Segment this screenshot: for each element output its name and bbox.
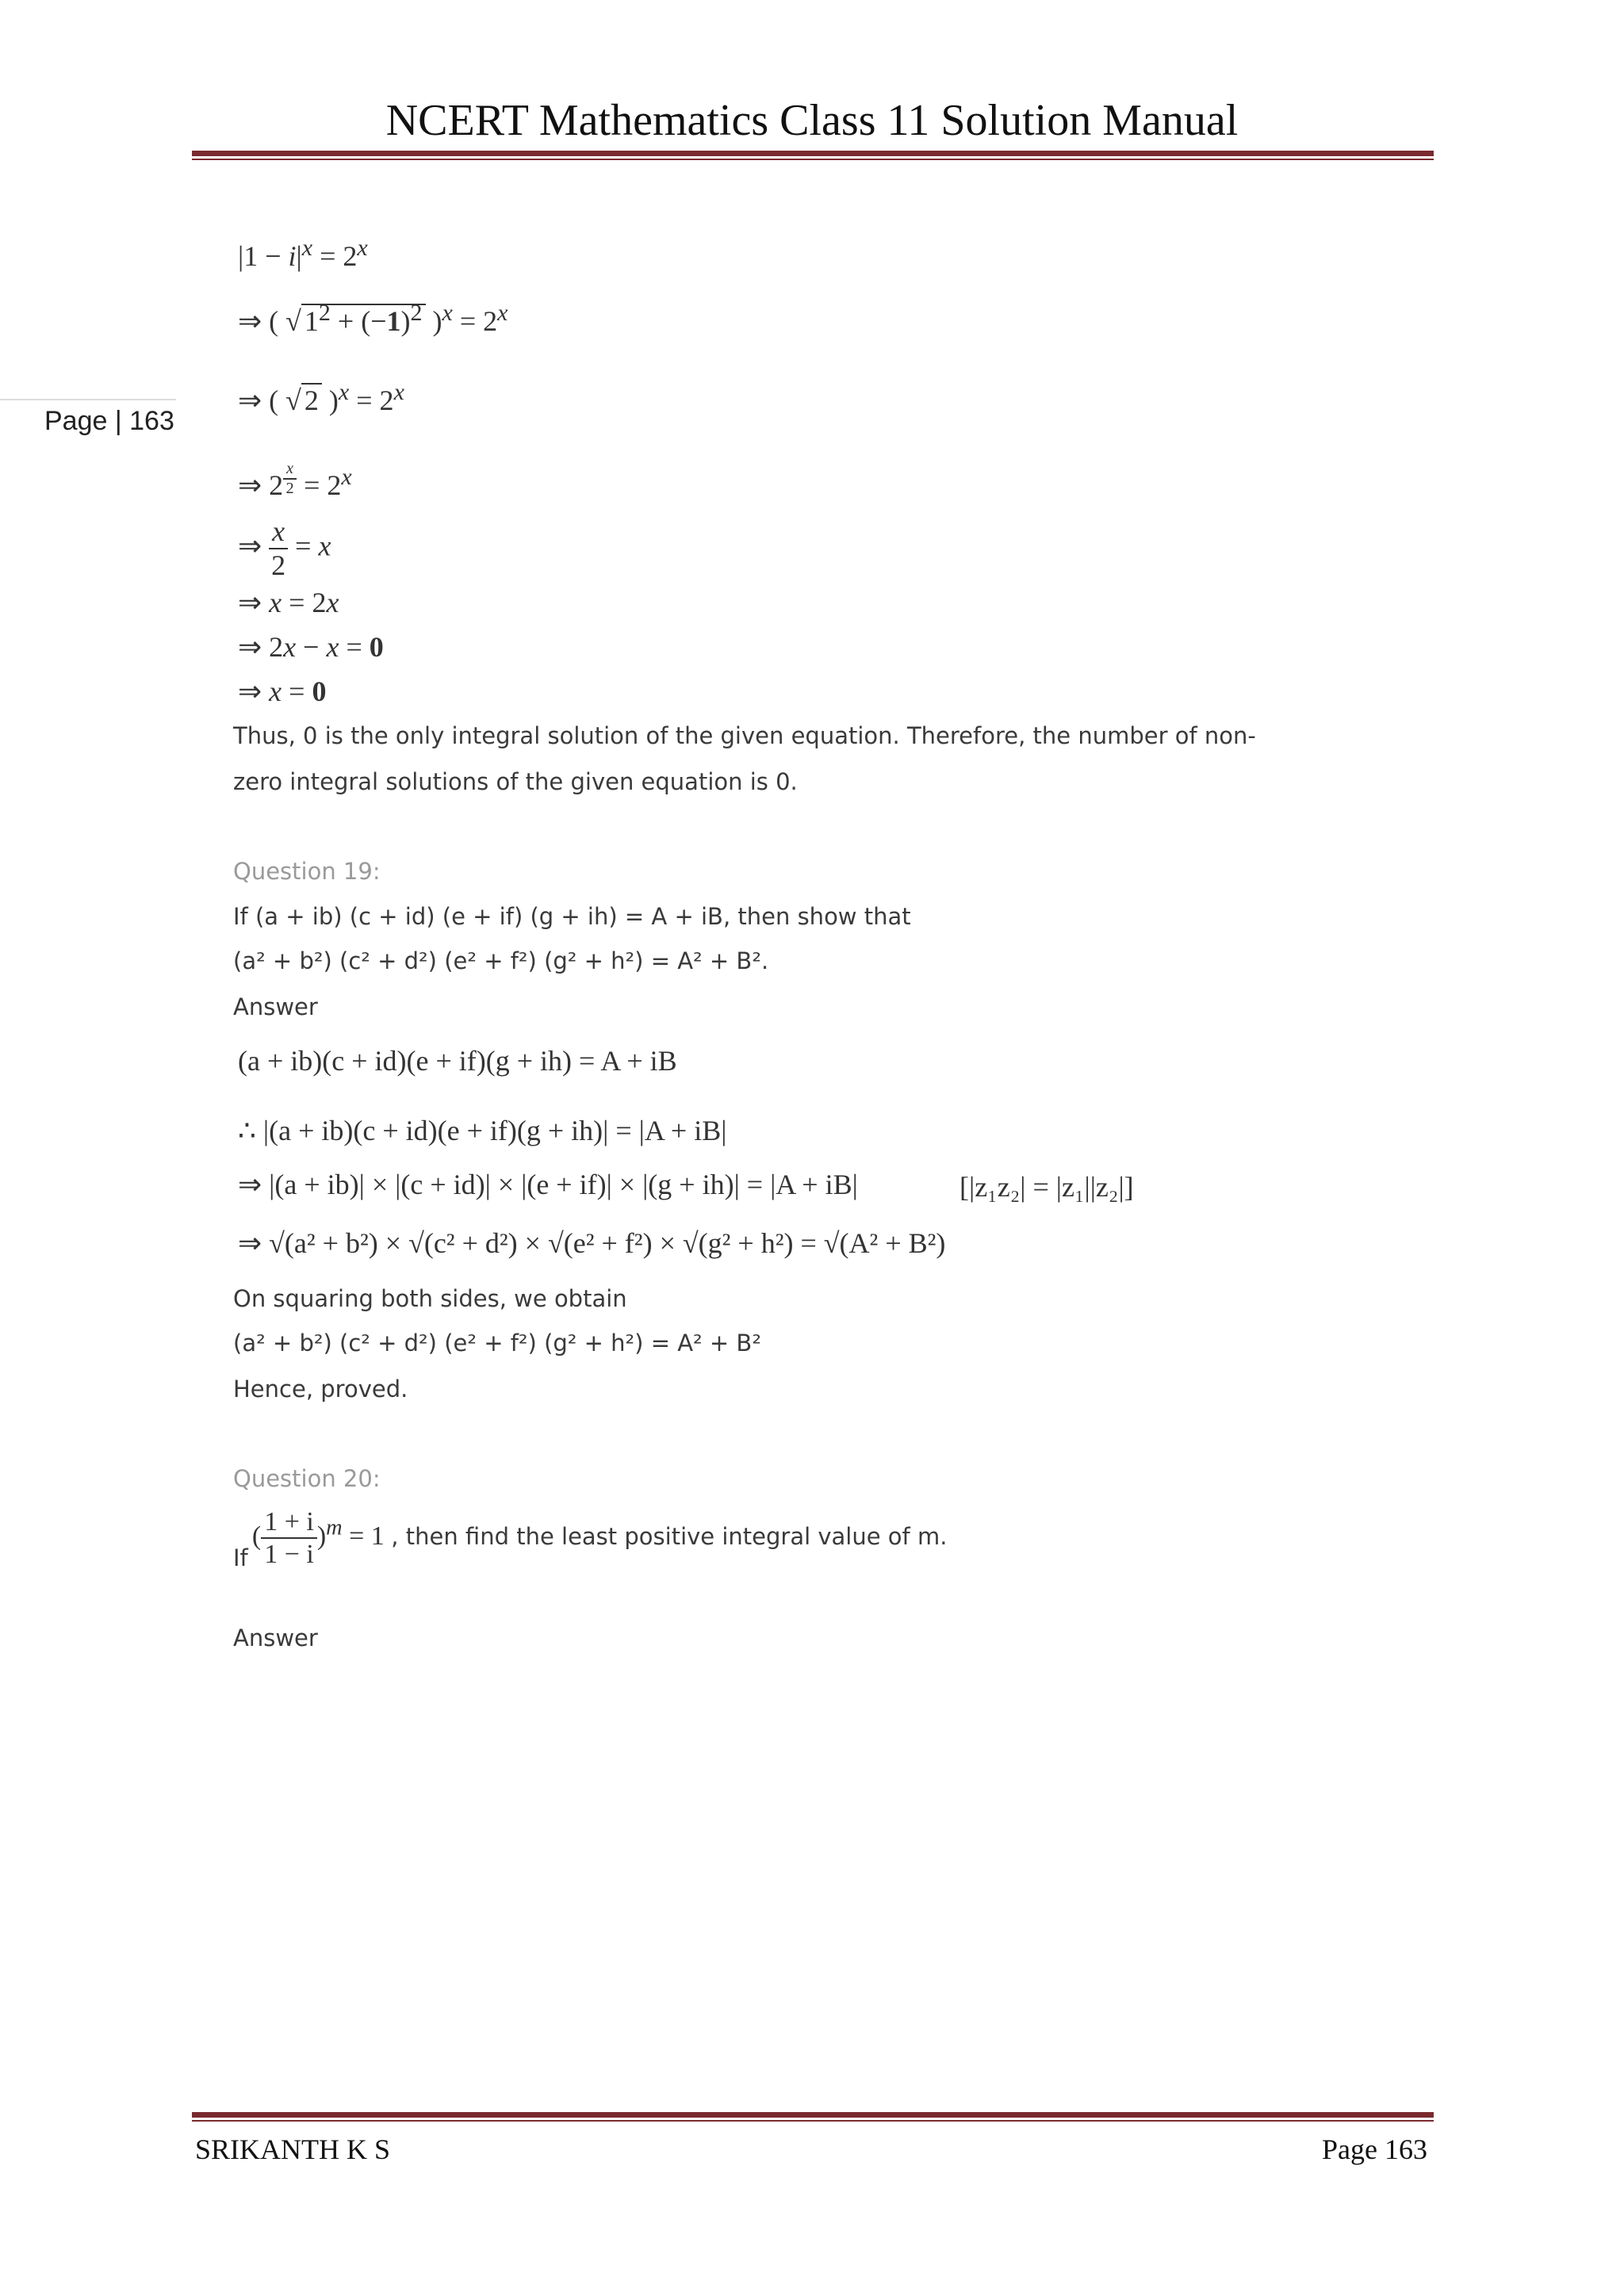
q19-math-line-3: ⇒ |(a + ib)| × |(c + id)| × |(e + if)| × |(g + ih)| = |A + iB| bbox=[238, 1169, 858, 1200]
q18-conclusion-line-2: zero integral solutions of the given equation is 0. bbox=[233, 768, 798, 795]
footer-author: SRIKANTH K S bbox=[195, 2133, 391, 2165]
q19-result: (a² + b²) (c² + d²) (e² + f²) (g² + h²) = A² + B² bbox=[233, 1330, 761, 1357]
q20-equals-one: = 1 bbox=[349, 1521, 385, 1551]
q19-closing: Hence, proved. bbox=[233, 1376, 408, 1402]
q19-answer-label: Answer bbox=[233, 993, 318, 1020]
q20-fraction-expression: ( $\frac{1 + i}{1 - i}$ )$^m$ = 1 bbox=[251, 1507, 385, 1570]
q20-statement-rest: , then find the least positive integral value of m. bbox=[391, 1522, 948, 1550]
modulus-property-note: [|z₁z₂| = |z₁||z₂|] bbox=[959, 1171, 1134, 1203]
math-line-5: ⇒ $\frac{x}{2}$ = x bbox=[238, 515, 331, 582]
q18-conclusion-line-1: Thus, 0 is the only integral solution of the given equation. Therefore, the number of non- bbox=[233, 722, 1256, 749]
header-rule-thin bbox=[192, 159, 1434, 160]
math-line-3: ⇒ ( √ 2 )$^x = 2^x$ bbox=[238, 379, 404, 416]
math-line-7: ⇒ 2x − x = 0 bbox=[238, 631, 384, 663]
q20-statement bbox=[233, 1506, 947, 1570]
q20-frac-den: 1 − i bbox=[264, 1540, 314, 1570]
q20-frac-num: 1 + i bbox=[261, 1506, 317, 1539]
q20-if-word: If bbox=[233, 1544, 248, 1572]
footer-rule-thin bbox=[192, 2120, 1434, 2122]
math-line-4: ⇒ 2 $^{\frac{x}{2}}$ = $2^x$ bbox=[238, 460, 352, 501]
footer-rule bbox=[192, 2112, 1434, 2118]
q19-math-line-2: ∴ |(a + ib)(c + id)(e + if)(g + ih)| = |A + iB| bbox=[238, 1115, 727, 1146]
math-line-1: $|1 - i|^x = 2^x$ bbox=[238, 235, 368, 272]
q20-exponent: m bbox=[326, 1515, 343, 1540]
question-19-heading: Question 19: bbox=[233, 858, 381, 885]
header-rule bbox=[192, 151, 1434, 156]
math-line-2: ⇒ ( √ $1^2 + (-1)^2$ )$^x = 2^x$ bbox=[238, 300, 508, 337]
q19-math-line-1: (a + ib)(c + id)(e + if)(g + ih) = A + iB bbox=[238, 1045, 677, 1077]
margin-page-label: Page | 163 bbox=[44, 406, 174, 436]
footer-page-number: Page 163 bbox=[1322, 2133, 1427, 2165]
math-line-6: ⇒ x = 2x bbox=[238, 587, 339, 618]
q19-squaring-text: On squaring both sides, we obtain bbox=[233, 1285, 627, 1312]
q19-math-line-4: ⇒ √(a² + b²) × √(c² + d²) × √(e² + f²) × √(g² + h²) = √(A² + B²) bbox=[238, 1227, 946, 1259]
q20-answer-label: Answer bbox=[233, 1624, 318, 1651]
math-line-8: ⇒ x = 0 bbox=[238, 675, 327, 707]
question-20-heading: Question 20: bbox=[233, 1465, 381, 1492]
margin-divider bbox=[0, 399, 176, 400]
page-title: NCERT Mathematics Class 11 Solution Manual bbox=[385, 96, 1239, 145]
q19-statement-line-1: If (a + ib) (c + id) (e + if) (g + ih) = A + iB, then show that bbox=[233, 903, 911, 930]
q19-statement-line-2: (a² + b²) (c² + d²) (e² + f²) (g² + h²) = A² + B². bbox=[233, 947, 769, 974]
